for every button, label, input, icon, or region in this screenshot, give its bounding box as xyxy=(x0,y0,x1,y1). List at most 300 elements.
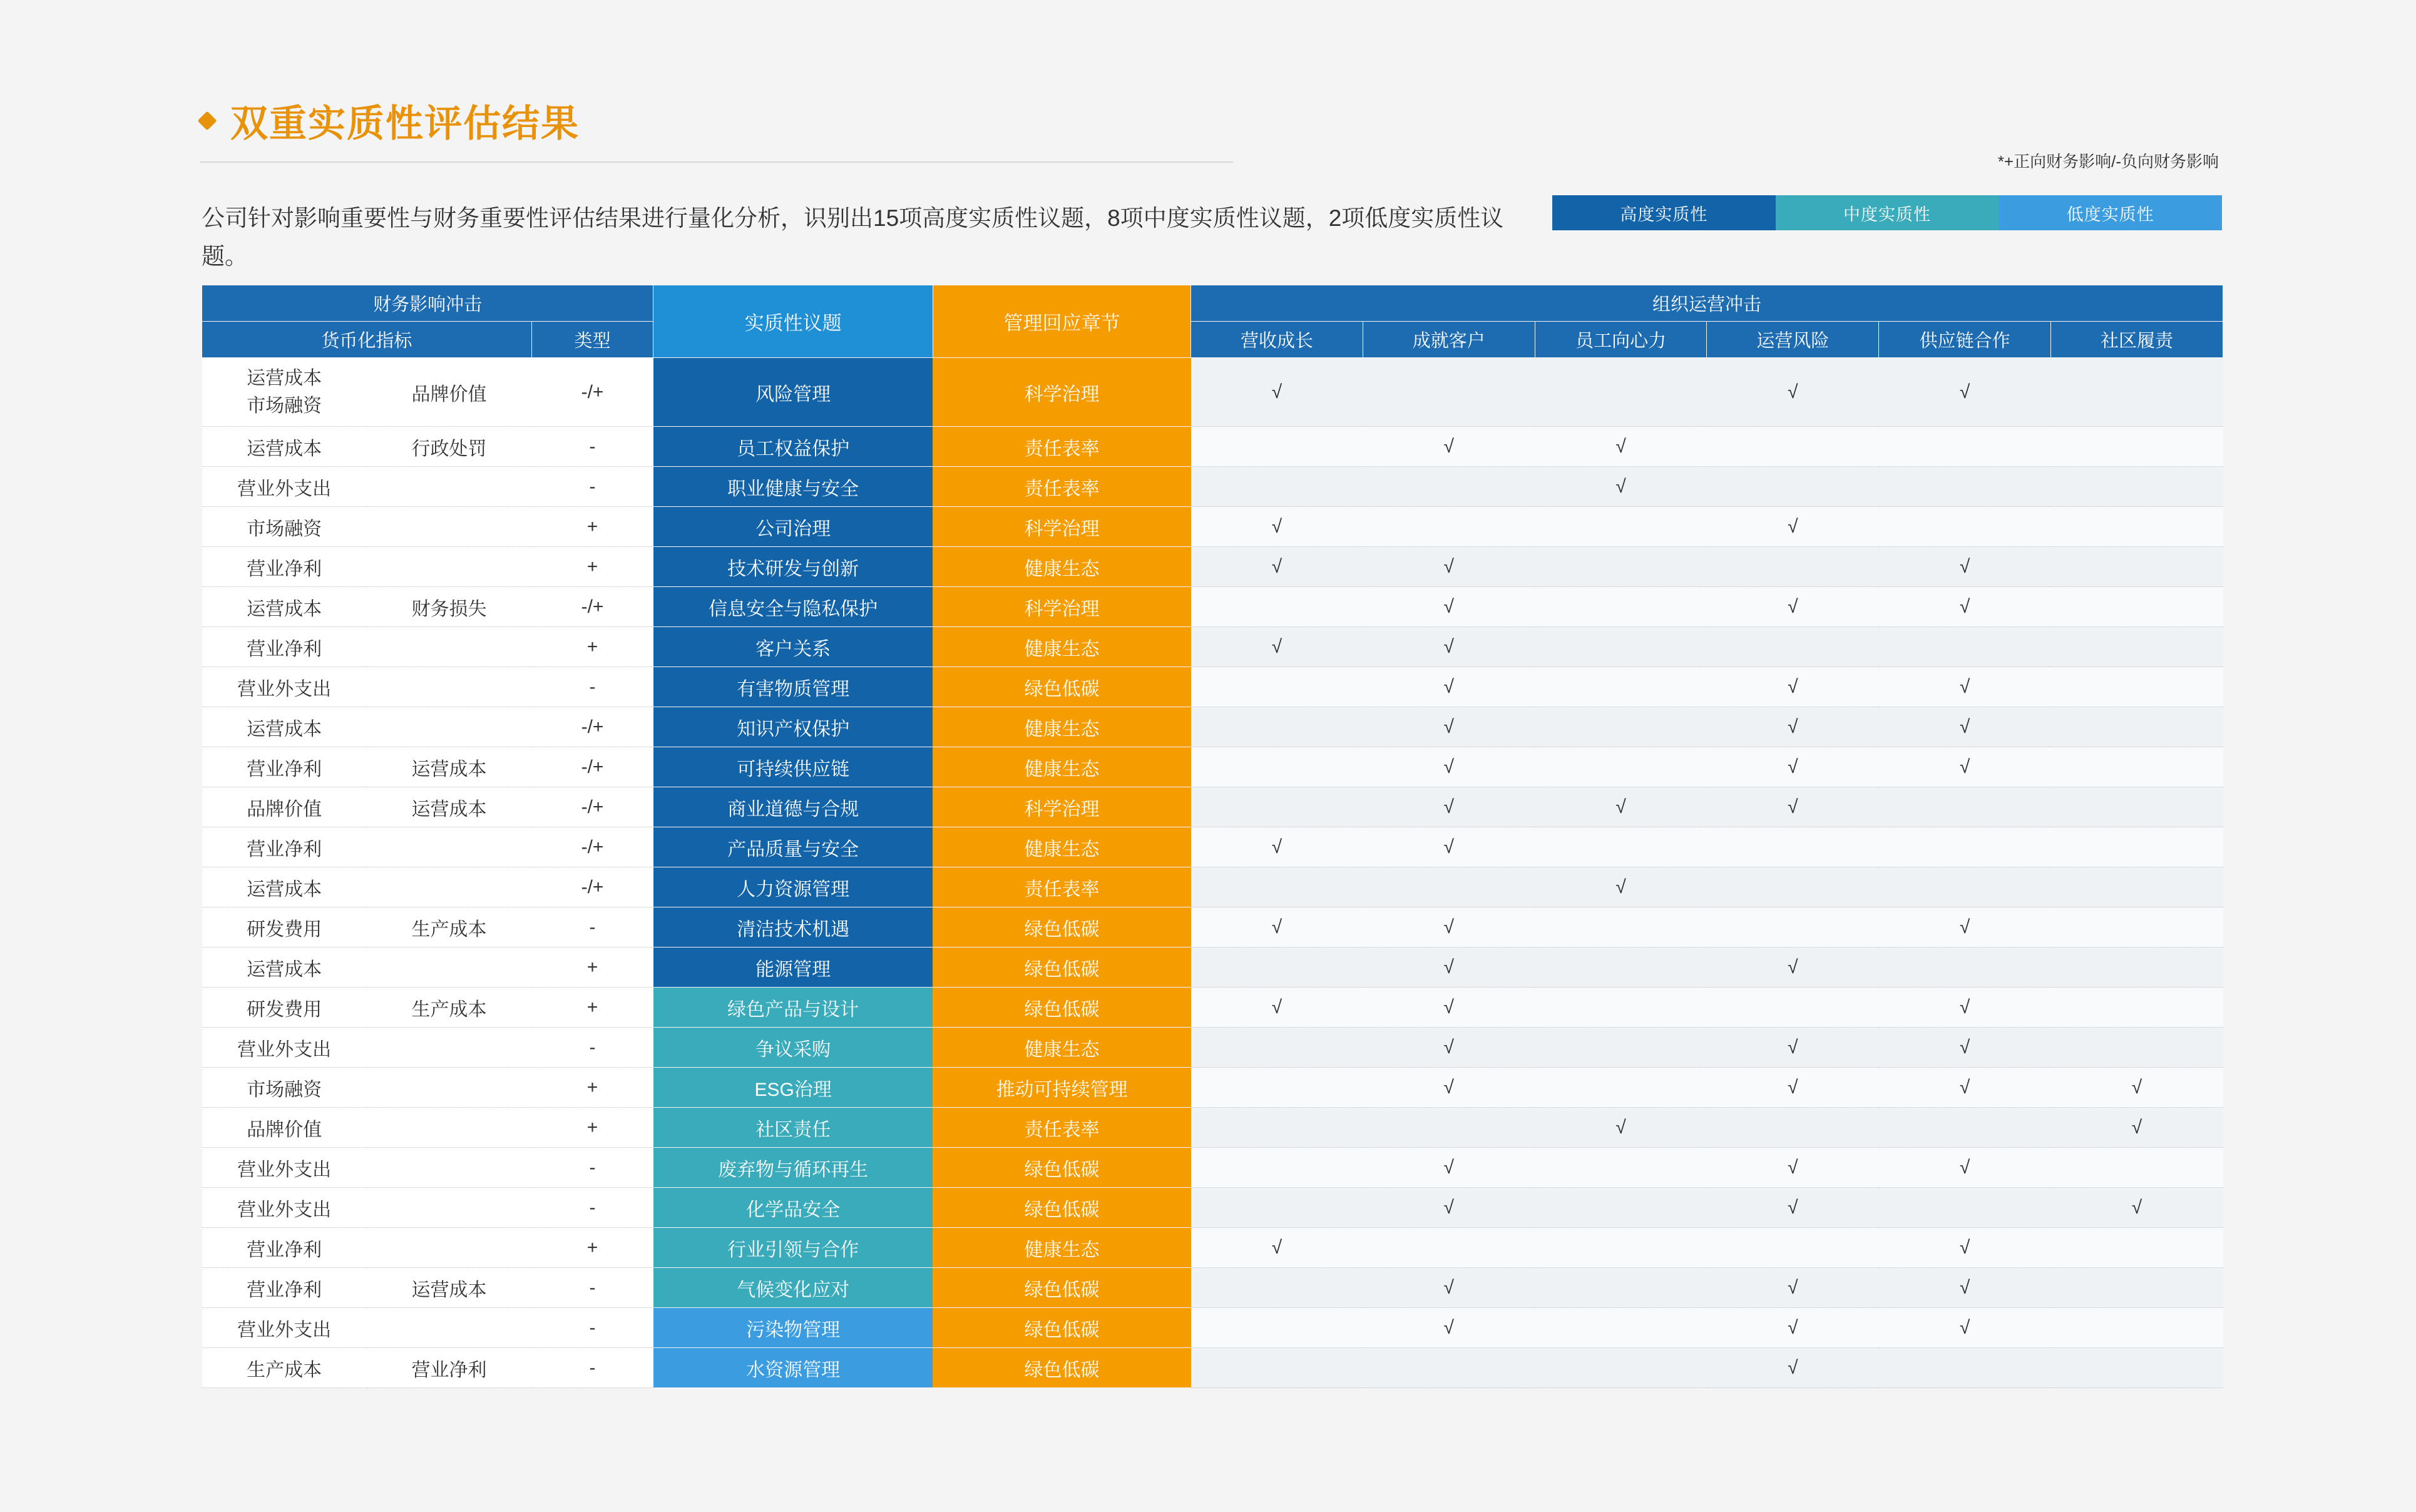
cell-op-mark-0: √ xyxy=(1191,627,1363,667)
cell-op-mark-4: √ xyxy=(1879,1228,2051,1268)
cell-op-mark-5 xyxy=(2051,427,2223,467)
cell-impact-type: - xyxy=(531,1188,653,1228)
cell-op-mark-2 xyxy=(1535,1348,1707,1388)
cell-impact-type: -/+ xyxy=(531,827,653,867)
cell-op-mark-3: √ xyxy=(1707,1308,1879,1348)
cell-op-mark-5 xyxy=(2051,787,2223,827)
cell-op-mark-2: √ xyxy=(1535,427,1707,467)
cell-op-mark-4 xyxy=(1879,827,2051,867)
cell-op-mark-5 xyxy=(2051,948,2223,988)
cell-monetary-primary: 营业外支出 xyxy=(202,467,367,507)
cell-response-chapter: 科学治理 xyxy=(933,587,1190,627)
cell-op-mark-5 xyxy=(2051,907,2223,948)
table-row xyxy=(202,1228,2223,1268)
cell-material-issue: 水资源管理 xyxy=(653,1348,933,1388)
cell-monetary-secondary: 行政处罚 xyxy=(367,427,531,467)
cell-monetary-secondary xyxy=(367,627,531,667)
cell-op-mark-5 xyxy=(2051,358,2223,427)
table-row xyxy=(202,507,2223,547)
table-row xyxy=(202,1308,2223,1348)
cell-op-mark-0 xyxy=(1191,1148,1363,1188)
cell-material-issue: 有害物质管理 xyxy=(653,667,933,707)
table-row xyxy=(202,1188,2223,1228)
cell-monetary-secondary xyxy=(367,667,531,707)
cell-monetary-primary: 运营成本 xyxy=(202,427,367,467)
cell-monetary-secondary: 运营成本 xyxy=(367,787,531,827)
cell-impact-type: - xyxy=(531,467,653,507)
cell-response-chapter: 健康生态 xyxy=(933,1228,1190,1268)
cell-op-mark-2 xyxy=(1535,1028,1707,1068)
cell-op-mark-3: √ xyxy=(1707,587,1879,627)
cell-material-issue: 废弃物与循环再生 xyxy=(653,1148,933,1188)
cell-op-mark-5: √ xyxy=(2051,1188,2223,1228)
legend-note: *+正向财务影响/-负向财务影响 xyxy=(1997,152,2219,171)
table-row xyxy=(202,988,2223,1028)
cell-material-issue: 风险管理 xyxy=(653,358,933,427)
cell-op-mark-2 xyxy=(1535,627,1707,667)
cell-op-mark-5: √ xyxy=(2051,1108,2223,1148)
cell-op-mark-0 xyxy=(1191,667,1363,707)
legend-item-2: 低度实质性 xyxy=(1999,195,2222,230)
cell-op-mark-3: √ xyxy=(1707,707,1879,747)
cell-material-issue: 技术研发与创新 xyxy=(653,547,933,587)
cell-impact-type: - xyxy=(531,1148,653,1188)
cell-op-mark-1 xyxy=(1363,467,1535,507)
cell-impact-type: -/+ xyxy=(531,867,653,907)
cell-op-mark-3: √ xyxy=(1707,787,1879,827)
cell-monetary-secondary: 生产成本 xyxy=(367,907,531,948)
cell-op-mark-4 xyxy=(1879,507,2051,547)
subheader-op-3: 运营风险 xyxy=(1707,322,1879,358)
cell-op-mark-1: √ xyxy=(1363,948,1535,988)
cell-op-mark-0 xyxy=(1191,1068,1363,1108)
cell-material-issue: 职业健康与安全 xyxy=(653,467,933,507)
cell-op-mark-0 xyxy=(1191,427,1363,467)
cell-material-issue: 员工权益保护 xyxy=(653,427,933,467)
cell-op-mark-4: √ xyxy=(1879,587,2051,627)
cell-op-mark-5 xyxy=(2051,507,2223,547)
cell-impact-type: + xyxy=(531,988,653,1028)
cell-monetary-primary: 运营成本 xyxy=(202,707,367,747)
cell-op-mark-5 xyxy=(2051,1348,2223,1388)
cell-op-mark-0 xyxy=(1191,1348,1363,1388)
cell-op-mark-5 xyxy=(2051,627,2223,667)
cell-op-mark-5 xyxy=(2051,988,2223,1028)
cell-monetary-secondary: 生产成本 xyxy=(367,988,531,1028)
table-row xyxy=(202,867,2223,907)
cell-op-mark-0 xyxy=(1191,587,1363,627)
subheader-op-5: 社区履责 xyxy=(2051,322,2223,358)
cell-response-chapter: 健康生态 xyxy=(933,627,1190,667)
cell-material-issue: 能源管理 xyxy=(653,948,933,988)
cell-op-mark-2: √ xyxy=(1535,467,1707,507)
table-row xyxy=(202,1348,2223,1388)
cell-op-mark-0 xyxy=(1191,1028,1363,1068)
cell-monetary-secondary xyxy=(367,1228,531,1268)
cell-op-mark-0 xyxy=(1191,1188,1363,1228)
cell-monetary-primary: 市场融资 xyxy=(202,507,367,547)
cell-material-issue: 产品质量与安全 xyxy=(653,827,933,867)
cell-impact-type: + xyxy=(531,1068,653,1108)
cell-op-mark-2: √ xyxy=(1535,787,1707,827)
cell-op-mark-4 xyxy=(1879,1188,2051,1228)
cell-op-mark-4: √ xyxy=(1879,667,2051,707)
cell-op-mark-4: √ xyxy=(1879,1268,2051,1308)
cell-op-mark-5 xyxy=(2051,827,2223,867)
cell-op-mark-4 xyxy=(1879,467,2051,507)
cell-op-mark-2 xyxy=(1535,747,1707,787)
cell-impact-type: - xyxy=(531,1028,653,1068)
cell-op-mark-1: √ xyxy=(1363,627,1535,667)
cell-op-mark-1: √ xyxy=(1363,1028,1535,1068)
cell-impact-type: -/+ xyxy=(531,707,653,747)
cell-op-mark-0 xyxy=(1191,787,1363,827)
cell-op-mark-1: √ xyxy=(1363,587,1535,627)
cell-op-mark-1 xyxy=(1363,1108,1535,1148)
table-row xyxy=(202,467,2223,507)
cell-op-mark-3: √ xyxy=(1707,1188,1879,1228)
cell-response-chapter: 绿色低碳 xyxy=(933,1268,1190,1308)
table-row xyxy=(202,427,2223,467)
cell-op-mark-1 xyxy=(1363,358,1535,427)
cell-op-mark-2 xyxy=(1535,587,1707,627)
table-row xyxy=(202,907,2223,948)
cell-monetary-primary: 营业外支出 xyxy=(202,1308,367,1348)
cell-monetary-primary: 品牌价值 xyxy=(202,787,367,827)
cell-monetary-secondary xyxy=(367,1148,531,1188)
cell-op-mark-2: √ xyxy=(1535,1108,1707,1148)
cell-op-mark-3: √ xyxy=(1707,1268,1879,1308)
cell-material-issue: 清洁技术机遇 xyxy=(653,907,933,948)
cell-op-mark-2 xyxy=(1535,827,1707,867)
cell-response-chapter: 责任表率 xyxy=(933,867,1190,907)
cell-material-issue: ESG治理 xyxy=(653,1068,933,1108)
cell-monetary-primary: 营业净利 xyxy=(202,1268,367,1308)
cell-monetary-secondary: 财务损失 xyxy=(367,587,531,627)
cell-monetary-secondary xyxy=(367,707,531,747)
cell-material-issue: 绿色产品与设计 xyxy=(653,988,933,1028)
cell-monetary-primary: 营业净利 xyxy=(202,547,367,587)
cell-op-mark-2 xyxy=(1535,948,1707,988)
cell-op-mark-4 xyxy=(1879,627,2051,667)
cell-op-mark-0 xyxy=(1191,467,1363,507)
cell-monetary-primary: 研发费用 xyxy=(202,907,367,948)
cell-monetary-secondary: 品牌价值 xyxy=(367,358,531,427)
cell-op-mark-4: √ xyxy=(1879,1028,2051,1068)
cell-op-mark-3: √ xyxy=(1707,1028,1879,1068)
page-title: 双重实质性评估结果 xyxy=(230,103,580,145)
cell-response-chapter: 推动可持续管理 xyxy=(933,1068,1190,1108)
cell-op-mark-0 xyxy=(1191,707,1363,747)
cell-op-mark-0 xyxy=(1191,867,1363,907)
cell-monetary-primary: 品牌价值 xyxy=(202,1108,367,1148)
cell-op-mark-4 xyxy=(1879,948,2051,988)
cell-monetary-primary: 营业外支出 xyxy=(202,667,367,707)
cell-impact-type: -/+ xyxy=(531,587,653,627)
cell-op-mark-2 xyxy=(1535,1308,1707,1348)
cell-op-mark-0: √ xyxy=(1191,907,1363,948)
cell-material-issue: 化学品安全 xyxy=(653,1188,933,1228)
cell-monetary-primary: 营业外支出 xyxy=(202,1028,367,1068)
cell-monetary-secondary: 营业净利 xyxy=(367,1348,531,1388)
cell-op-mark-2 xyxy=(1535,507,1707,547)
cell-monetary-primary: 营业净利 xyxy=(202,627,367,667)
cell-impact-type: - xyxy=(531,667,653,707)
cell-response-chapter: 责任表率 xyxy=(933,427,1190,467)
cell-op-mark-1: √ xyxy=(1363,547,1535,587)
cell-impact-type: + xyxy=(531,547,653,587)
cell-monetary-primary: 营业净利 xyxy=(202,1228,367,1268)
cell-op-mark-1: √ xyxy=(1363,827,1535,867)
subheader-op-2: 员工向心力 xyxy=(1535,322,1707,358)
cell-monetary-secondary xyxy=(367,1068,531,1108)
cell-op-mark-4: √ xyxy=(1879,1068,2051,1108)
cell-monetary-secondary xyxy=(367,827,531,867)
cell-op-mark-1: √ xyxy=(1363,707,1535,747)
cell-op-mark-1: √ xyxy=(1363,1188,1535,1228)
cell-op-mark-0: √ xyxy=(1191,827,1363,867)
cell-op-mark-5 xyxy=(2051,1228,2223,1268)
cell-op-mark-3: √ xyxy=(1707,747,1879,787)
cell-impact-type: -/+ xyxy=(531,358,653,427)
table-row xyxy=(202,707,2223,747)
cell-op-mark-2: √ xyxy=(1535,867,1707,907)
cell-response-chapter: 绿色低碳 xyxy=(933,907,1190,948)
cell-monetary-primary: 营业净利 xyxy=(202,827,367,867)
cell-monetary-secondary xyxy=(367,1108,531,1148)
cell-op-mark-5 xyxy=(2051,747,2223,787)
cell-op-mark-2 xyxy=(1535,667,1707,707)
cell-monetary-secondary: 运营成本 xyxy=(367,1268,531,1308)
cell-monetary-primary: 运营成本 市场融资 xyxy=(202,358,367,427)
cell-op-mark-3: √ xyxy=(1707,667,1879,707)
cell-op-mark-0 xyxy=(1191,1308,1363,1348)
cell-op-mark-3 xyxy=(1707,988,1879,1028)
cell-op-mark-2 xyxy=(1535,1228,1707,1268)
cell-op-mark-4 xyxy=(1879,427,2051,467)
legend-item-1: 中度实质性 xyxy=(1776,195,1999,230)
cell-monetary-secondary xyxy=(367,507,531,547)
cell-response-chapter: 科学治理 xyxy=(933,507,1190,547)
cell-op-mark-3 xyxy=(1707,1228,1879,1268)
cell-response-chapter: 健康生态 xyxy=(933,827,1190,867)
cell-material-issue: 商业道德与合规 xyxy=(653,787,933,827)
cell-op-mark-3: √ xyxy=(1707,1348,1879,1388)
cell-monetary-secondary xyxy=(367,1028,531,1068)
cell-op-mark-1: √ xyxy=(1363,1308,1535,1348)
cell-response-chapter: 绿色低碳 xyxy=(933,988,1190,1028)
cell-op-mark-2 xyxy=(1535,1148,1707,1188)
cell-monetary-secondary xyxy=(367,547,531,587)
cell-op-mark-1 xyxy=(1363,867,1535,907)
cell-op-mark-5 xyxy=(2051,467,2223,507)
cell-op-mark-1: √ xyxy=(1363,667,1535,707)
subheader-op-1: 成就客户 xyxy=(1363,322,1535,358)
cell-op-mark-3 xyxy=(1707,1108,1879,1148)
cell-monetary-secondary xyxy=(367,948,531,988)
cell-op-mark-2 xyxy=(1535,1268,1707,1308)
table-row xyxy=(202,1108,2223,1148)
cell-response-chapter: 绿色低碳 xyxy=(933,1348,1190,1388)
cell-op-mark-3: √ xyxy=(1707,948,1879,988)
cell-monetary-primary: 运营成本 xyxy=(202,867,367,907)
cell-op-mark-5 xyxy=(2051,1028,2223,1068)
cell-op-mark-0 xyxy=(1191,948,1363,988)
cell-op-mark-3 xyxy=(1707,627,1879,667)
materiality-table xyxy=(202,285,2223,1388)
cell-op-mark-2 xyxy=(1535,547,1707,587)
cell-response-chapter: 绿色低碳 xyxy=(933,667,1190,707)
cell-op-mark-3 xyxy=(1707,547,1879,587)
cell-op-mark-3 xyxy=(1707,427,1879,467)
cell-op-mark-0: √ xyxy=(1191,507,1363,547)
cell-op-mark-0: √ xyxy=(1191,1228,1363,1268)
cell-monetary-primary: 营业外支出 xyxy=(202,1188,367,1228)
cell-op-mark-3 xyxy=(1707,867,1879,907)
cell-op-mark-4 xyxy=(1879,1108,2051,1148)
cell-op-mark-0: √ xyxy=(1191,988,1363,1028)
cell-op-mark-1: √ xyxy=(1363,747,1535,787)
table-row xyxy=(202,948,2223,988)
cell-monetary-primary: 运营成本 xyxy=(202,948,367,988)
cell-op-mark-5 xyxy=(2051,547,2223,587)
cell-op-mark-3: √ xyxy=(1707,358,1879,427)
cell-op-mark-0: √ xyxy=(1191,547,1363,587)
cell-op-mark-5 xyxy=(2051,1308,2223,1348)
table-row xyxy=(202,1068,2223,1108)
cell-op-mark-2 xyxy=(1535,707,1707,747)
cell-monetary-primary: 营业净利 xyxy=(202,747,367,787)
cell-material-issue: 社区责任 xyxy=(653,1108,933,1148)
cell-monetary-primary: 营业外支出 xyxy=(202,1148,367,1188)
table-row xyxy=(202,627,2223,667)
cell-op-mark-4: √ xyxy=(1879,1148,2051,1188)
cell-material-issue: 知识产权保护 xyxy=(653,707,933,747)
cell-op-mark-1: √ xyxy=(1363,1148,1535,1188)
cell-op-mark-5 xyxy=(2051,667,2223,707)
legend-item-0: 高度实质性 xyxy=(1552,195,1776,230)
cell-response-chapter: 绿色低碳 xyxy=(933,948,1190,988)
subheader-type: 类型 xyxy=(531,322,653,358)
subheader-op-0: 营收成长 xyxy=(1191,322,1363,358)
header-issue: 实质性议题 xyxy=(653,285,933,358)
cell-op-mark-4 xyxy=(1879,867,2051,907)
cell-op-mark-3 xyxy=(1707,827,1879,867)
cell-impact-type: + xyxy=(531,1108,653,1148)
table-row xyxy=(202,358,2223,427)
cell-op-mark-4: √ xyxy=(1879,1308,2051,1348)
cell-op-mark-2 xyxy=(1535,988,1707,1028)
table-row xyxy=(202,587,2223,627)
cell-op-mark-4: √ xyxy=(1879,907,2051,948)
cell-response-chapter: 科学治理 xyxy=(933,787,1190,827)
cell-monetary-secondary xyxy=(367,467,531,507)
cell-op-mark-3 xyxy=(1707,907,1879,948)
cell-monetary-primary: 运营成本 xyxy=(202,587,367,627)
cell-monetary-secondary xyxy=(367,867,531,907)
cell-response-chapter: 健康生态 xyxy=(933,707,1190,747)
header-financial-impact: 财务影响冲击 xyxy=(202,285,653,322)
cell-op-mark-5: √ xyxy=(2051,1068,2223,1108)
table-row xyxy=(202,1028,2223,1068)
cell-impact-type: - xyxy=(531,1308,653,1348)
cell-impact-type: + xyxy=(531,507,653,547)
materiality-legend xyxy=(1552,195,2222,230)
cell-response-chapter: 健康生态 xyxy=(933,747,1190,787)
cell-op-mark-0: √ xyxy=(1191,358,1363,427)
cell-op-mark-2 xyxy=(1535,907,1707,948)
table-row xyxy=(202,827,2223,867)
cell-material-issue: 可持续供应链 xyxy=(653,747,933,787)
cell-monetary-secondary: 运营成本 xyxy=(367,747,531,787)
cell-op-mark-5 xyxy=(2051,1148,2223,1188)
cell-op-mark-0 xyxy=(1191,1268,1363,1308)
table-row xyxy=(202,747,2223,787)
cell-op-mark-4: √ xyxy=(1879,358,2051,427)
cell-impact-type: - xyxy=(531,1268,653,1308)
cell-op-mark-4 xyxy=(1879,787,2051,827)
cell-impact-type: + xyxy=(531,948,653,988)
cell-impact-type: - xyxy=(531,1348,653,1388)
cell-response-chapter: 责任表率 xyxy=(933,1108,1190,1148)
cell-op-mark-1 xyxy=(1363,1348,1535,1388)
cell-monetary-secondary xyxy=(367,1308,531,1348)
cell-op-mark-2 xyxy=(1535,358,1707,427)
cell-monetary-primary: 研发费用 xyxy=(202,988,367,1028)
materiality-table-wrap xyxy=(202,285,2223,1388)
cell-op-mark-5 xyxy=(2051,587,2223,627)
cell-material-issue: 信息安全与隐私保护 xyxy=(653,587,933,627)
subheader-monetary: 货币化指标 xyxy=(202,322,532,358)
cell-op-mark-1: √ xyxy=(1363,787,1535,827)
cell-response-chapter: 健康生态 xyxy=(933,547,1190,587)
cell-op-mark-3: √ xyxy=(1707,1148,1879,1188)
cell-impact-type: + xyxy=(531,627,653,667)
cell-op-mark-4 xyxy=(1879,1348,2051,1388)
cell-response-chapter: 责任表率 xyxy=(933,467,1190,507)
cell-impact-type: -/+ xyxy=(531,747,653,787)
cell-op-mark-4: √ xyxy=(1879,547,2051,587)
cell-op-mark-1: √ xyxy=(1363,1068,1535,1108)
cell-material-issue: 气候变化应对 xyxy=(653,1268,933,1308)
cell-op-mark-1 xyxy=(1363,507,1535,547)
cell-op-mark-4: √ xyxy=(1879,747,2051,787)
cell-op-mark-3 xyxy=(1707,467,1879,507)
cell-material-issue: 行业引领与合作 xyxy=(653,1228,933,1268)
cell-op-mark-3: √ xyxy=(1707,507,1879,547)
cell-op-mark-0 xyxy=(1191,1108,1363,1148)
cell-op-mark-2 xyxy=(1535,1188,1707,1228)
cell-op-mark-4: √ xyxy=(1879,988,2051,1028)
cell-op-mark-3: √ xyxy=(1707,1068,1879,1108)
cell-op-mark-1: √ xyxy=(1363,907,1535,948)
table-row xyxy=(202,1268,2223,1308)
subheader-op-4: 供应链合作 xyxy=(1879,322,2051,358)
cell-op-mark-1: √ xyxy=(1363,1268,1535,1308)
table-row xyxy=(202,1148,2223,1188)
cell-material-issue: 公司治理 xyxy=(653,507,933,547)
cell-op-mark-2 xyxy=(1535,1068,1707,1108)
title-divider xyxy=(200,161,1233,163)
cell-material-issue: 争议采购 xyxy=(653,1028,933,1068)
cell-op-mark-5 xyxy=(2051,1268,2223,1308)
cell-op-mark-1: √ xyxy=(1363,427,1535,467)
cell-op-mark-5 xyxy=(2051,867,2223,907)
cell-monetary-primary: 生产成本 xyxy=(202,1348,367,1388)
cell-op-mark-4: √ xyxy=(1879,707,2051,747)
cell-op-mark-1: √ xyxy=(1363,988,1535,1028)
cell-monetary-primary: 市场融资 xyxy=(202,1068,367,1108)
